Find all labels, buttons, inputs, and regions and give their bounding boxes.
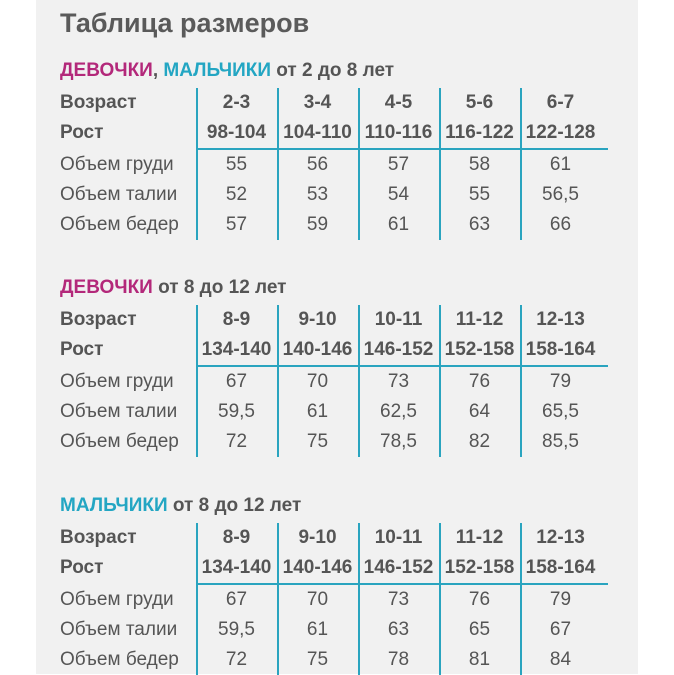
table-cell: 12-13 [536, 527, 585, 548]
table-cell: 59 [306, 214, 329, 235]
table-cell: 52 [225, 184, 248, 205]
table-cell: 76 [468, 371, 491, 392]
table-cell: 152-158 [444, 557, 515, 578]
section-heading [60, 60, 394, 82]
row-label: Объем бедер [60, 214, 179, 235]
heading-rest: от 8 до 12 лет [167, 495, 302, 516]
table-cell: 82 [468, 431, 491, 452]
table-cell: 78 [387, 649, 410, 670]
table-cell: 53 [306, 184, 329, 205]
table-cell: 11-12 [455, 309, 504, 330]
row-label: Объем талии [60, 401, 178, 422]
table-cell: 65,5 [542, 401, 579, 422]
table-cell: 54 [387, 184, 410, 205]
table-cell: 98-104 [206, 122, 267, 143]
table-cell: 76 [468, 589, 491, 610]
table-cell: 64 [468, 401, 491, 422]
table-cell: 72 [225, 649, 248, 670]
table-cell: 58 [468, 154, 491, 175]
heading-pink: ДЕВОЧКИ [60, 60, 153, 81]
table-cell: 104-110 [283, 122, 352, 143]
table-cell: 70 [306, 589, 329, 610]
table-cell: 2-3 [222, 92, 251, 113]
table-cell: 63 [468, 214, 491, 235]
heading-teal: МАЛЬЧИКИ [60, 495, 168, 516]
page-title: Таблица размеров [60, 8, 310, 38]
table-cell: 66 [549, 214, 572, 235]
heading-teal: МАЛЬЧИКИ [163, 60, 272, 81]
table-cell: 56,5 [542, 184, 579, 205]
table-cell: 78,5 [380, 431, 417, 452]
table-cell: 140-146 [282, 339, 353, 360]
table-cell: 72 [225, 431, 248, 452]
table-cell: 8-9 [222, 527, 251, 548]
table-cell: 134-140 [201, 339, 272, 360]
heading-rest: от 8 до 12 лет [152, 277, 287, 298]
table-cell: 9-10 [298, 309, 337, 330]
row-label: Возраст [60, 309, 137, 330]
table-cell: 110-116 [364, 122, 433, 143]
table-cell: 79 [549, 589, 572, 610]
table-cell: 55 [225, 154, 248, 175]
row-label: Объем груди [60, 371, 174, 392]
row-label: Возраст [60, 527, 137, 548]
row-label: Рост [60, 122, 104, 143]
table-cell: 81 [468, 649, 491, 670]
row-label: Объем груди [60, 589, 174, 610]
table-cell: 9-10 [298, 527, 337, 548]
table-cell: 116-122 [445, 122, 514, 143]
table-cell: 59,5 [218, 619, 255, 640]
table-cell: 61 [306, 619, 329, 640]
table-cell: 57 [225, 214, 248, 235]
heading-sep: , [152, 60, 164, 81]
table-cell: 55 [468, 184, 491, 205]
table-cell: 158-164 [525, 557, 596, 578]
table-cell: 67 [225, 371, 248, 392]
table-cell: 152-158 [444, 339, 515, 360]
table-cell: 73 [387, 371, 410, 392]
table-cell: 61 [306, 401, 329, 422]
row-label: Рост [60, 339, 104, 360]
table-cell: 4-5 [384, 92, 413, 113]
table-cell: 59,5 [218, 401, 255, 422]
table-cell: 65 [468, 619, 491, 640]
table-cell: 146-152 [363, 557, 434, 578]
row-label: Рост [60, 557, 104, 578]
table-cell: 75 [306, 431, 329, 452]
table-cell: 67 [549, 619, 572, 640]
table-cell: 75 [306, 649, 329, 670]
heading-rest: от 2 до 8 лет [271, 60, 395, 81]
table-cell: 56 [306, 154, 329, 175]
table-cell: 70 [306, 371, 329, 392]
table-cell: 10-11 [374, 527, 423, 548]
table-cell: 122-128 [525, 122, 596, 143]
table-cell: 5-6 [465, 92, 494, 113]
table-cell: 67 [225, 589, 248, 610]
table-cell: 73 [387, 589, 410, 610]
table-cell: 11-12 [455, 527, 504, 548]
table-cell: 61 [549, 154, 572, 175]
table-cell: 79 [549, 371, 572, 392]
section-heading [60, 277, 286, 299]
row-label: Объем бедер [60, 431, 179, 452]
table-cell: 140-146 [282, 557, 353, 578]
row-label: Объем талии [60, 184, 178, 205]
table-cell: 6-7 [546, 92, 575, 113]
table-cell: 146-152 [363, 339, 434, 360]
table-cell: 63 [387, 619, 410, 640]
table-cell: 10-11 [374, 309, 423, 330]
table-cell: 3-4 [303, 92, 332, 113]
table-cell: 62,5 [380, 401, 417, 422]
row-label: Объем талии [60, 619, 178, 640]
row-label: Возраст [60, 92, 137, 113]
table-cell: 61 [387, 214, 410, 235]
table-cell: 12-13 [536, 309, 585, 330]
row-label: Объем бедер [60, 649, 179, 670]
table-cell: 57 [387, 154, 410, 175]
heading-pink: ДЕВОЧКИ [60, 277, 153, 298]
table-cell: 85,5 [542, 431, 579, 452]
table-cell: 84 [549, 649, 572, 670]
row-label: Объем груди [60, 154, 174, 175]
table-cell: 8-9 [222, 309, 251, 330]
table-cell: 158-164 [525, 339, 596, 360]
table-cell: 134-140 [201, 557, 272, 578]
section-heading [60, 495, 301, 517]
